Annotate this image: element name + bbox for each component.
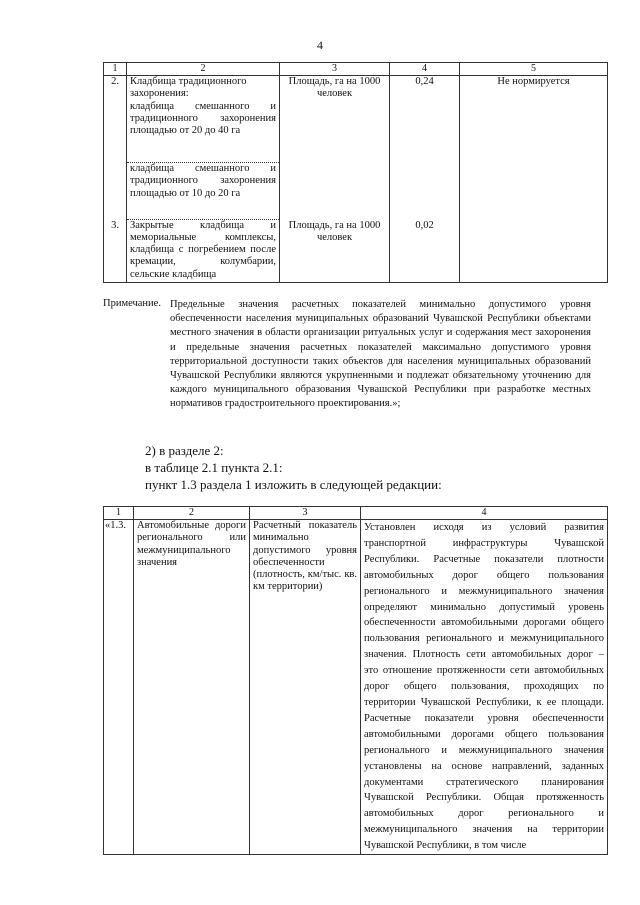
row-number: 3. [104, 220, 127, 283]
note-label: Примечание. [103, 298, 161, 309]
col-header-3: 3 [250, 507, 361, 520]
row-indicator: Расчетный показатель минимально допустимого уровня обеспеченности (плотность, км/тыс. кв. км территории) [250, 520, 361, 855]
table-header-row [104, 63, 608, 76]
row-value: 0,02 [390, 220, 460, 283]
table-cemeteries [103, 62, 608, 283]
col-header-1: 1 [104, 63, 127, 76]
col-header-5: 5 [460, 63, 608, 76]
instruction-line-3: пункт 1.3 раздела 1 изложить в следующей редакции: [145, 477, 442, 492]
instruction-line-1: 2) в разделе 2: [145, 443, 224, 458]
table-row [104, 76, 608, 163]
row-number: 2. [104, 76, 127, 220]
table-row [104, 520, 608, 855]
row-number: «1.3. [104, 520, 134, 855]
col-header-2: 2 [127, 63, 280, 76]
col-header-1: 1 [104, 507, 134, 520]
col-header-2: 2 [134, 507, 250, 520]
row-access: Не нормируется [460, 76, 608, 220]
page-number: 4 [317, 38, 323, 52]
table-row [104, 220, 608, 283]
row-unit: Площадь, га на 1000 человек [280, 220, 390, 283]
row-name: Закрытые кладбища и мемориальные комплексы, кладбища с погребением после кремации, колумбарии, сельские кладбища [127, 220, 280, 283]
row-description: Установлен исходя из условий развития транспортной инфраструктуры Чувашской Республики. Расчетные показатели плотности автомобильных дорог общего пользования регионального и межмуниципального значения определяют минимально допустимый уровень обеспеченности автомобильными дорогами общего пользования регионального и межмуниципального значения. Плотность сети автомобильных дорог – это отношение протяженности сети автомобильных дорог общего пользования, проходящих по территории Чувашской Республики, к ее площади. Расчетные показатели уровня обеспеченности автомобильными дорогами общего пользования регионального и межмуниципального значения установлены на основе направлений, заданных документами стратегического планирования Чувашской Республики. Общая протяженность автомобильных дорог регионального и межмуниципального значения на территории Чувашской Республики, в том числе [361, 520, 608, 855]
row-name-sub-2: кладбища смешанного и традиционного захоронения площадью от 10 до 20 га [127, 163, 280, 220]
row-name-sub-1: кладбища смешанного и традиционного захоронения площадью от 20 до 40 га [130, 100, 276, 137]
row-name-cell [127, 76, 280, 163]
col-header-4: 4 [361, 507, 608, 520]
col-header-3: 3 [280, 63, 390, 76]
instruction-line-2: в таблице 2.1 пункта 2.1: [145, 460, 283, 475]
table-header-row [104, 507, 608, 520]
row-access [460, 220, 608, 283]
note-text: Предельные значения расчетных показателей минимально допустимого уровня обеспеченности населения муниципальных образований Чувашской Республики объектами местного значения в области организации ритуальных услуг и содержания мест захоронения и предельные значения расчетных показателей максимально допустимого уровня территориальной доступности таких объектов для населения муниципальных образований Чувашской Республики являются укрупненными и подлежат обязательному уточнению для каждого муниципального образования Чувашской Республики при разработке местных нормативов градостроительного проектирования.»; [170, 299, 591, 410]
row-value: 0,24 [390, 76, 460, 220]
table-roads [103, 506, 608, 855]
col-header-4: 4 [390, 63, 460, 76]
row-name-heading: Кладбища традиционного захоронения: [130, 76, 247, 100]
row-unit: Площадь, га на 1000 человек [280, 76, 390, 220]
row-name: Автомобильные дороги регионального или межмуниципального значения [134, 520, 250, 855]
